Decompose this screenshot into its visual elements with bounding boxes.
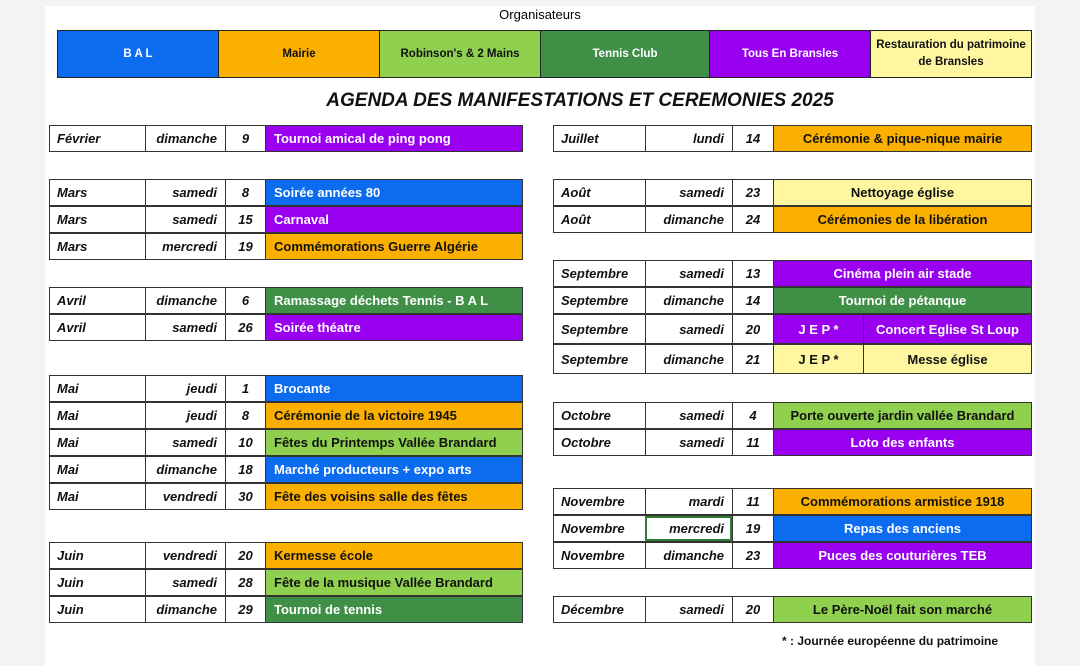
event-row [49,429,523,456]
event-row [49,206,523,233]
date-cell[interactable]: 21 [732,345,773,373]
event-cell[interactable]: Nettoyage église [773,180,1031,205]
month-cell[interactable]: Mars [57,239,88,254]
event-cell[interactable]: Le Père-Noël fait son marché [773,597,1031,622]
event-row [553,344,1032,374]
date-cell[interactable]: 6 [225,288,265,313]
event-cell[interactable]: Loto des enfants [773,430,1031,455]
month-cell[interactable]: Juin [57,602,84,617]
event-row [553,429,1032,456]
date-cell[interactable]: 14 [732,288,773,313]
event-cell[interactable]: Puces des couturières TEB [773,543,1031,568]
date-cell[interactable]: 8 [225,180,265,205]
date-cell[interactable]: 4 [732,403,773,428]
event-row [553,488,1032,515]
date-cell[interactable]: 28 [225,570,265,595]
month-cell[interactable]: Septembre [561,321,629,337]
month-cell[interactable]: Mai [57,435,79,450]
event-row [49,596,523,623]
org-restauration-patrimoine[interactable]: Restauration du patrimoine de Bransles [871,31,1031,77]
day-cell[interactable]: samedi [645,180,732,205]
date-cell[interactable]: 18 [225,457,265,482]
month-cell[interactable]: Mai [57,489,79,504]
date-cell[interactable]: 19 [732,516,773,541]
date-cell[interactable]: 14 [732,126,773,151]
page-title: AGENDA DES MANIFESTATIONS ET CEREMONIES 2025 [326,90,834,111]
date-cell[interactable]: 20 [732,597,773,622]
month-cell[interactable]: Décembre [561,602,624,617]
event-cell[interactable]: Cérémonies de la libération [773,207,1031,232]
org-tous-en-bransles[interactable]: Tous En Bransles [710,31,871,77]
event-row [553,125,1032,152]
date-cell[interactable]: 15 [225,207,265,232]
event-row [553,260,1032,287]
date-cell[interactable]: 9 [225,126,265,151]
day-cell[interactable]: samedi [645,315,732,343]
event-cell[interactable]: Repas des anciens [773,516,1031,541]
month-cell[interactable]: Juin [57,548,84,563]
month-cell[interactable]: Octobre [561,408,611,423]
date-cell[interactable]: 1 [225,376,265,401]
date-cell[interactable]: 23 [732,180,773,205]
day-cell[interactable]: samedi [645,430,732,455]
event-row [553,179,1032,206]
event-cell[interactable]: Concert Eglise St Loup [863,315,1031,343]
month-cell[interactable]: Novembre [561,521,625,536]
day-cell[interactable]: dimanche [145,126,225,151]
event-cell[interactable]: Soirée théatre [265,315,522,340]
jep-cell[interactable]: J E P * [773,345,863,373]
day-cell[interactable]: samedi [645,597,732,622]
event-row [49,233,523,260]
month-cell[interactable]: Mai [57,381,79,396]
day-cell[interactable]: samedi [645,403,732,428]
day-cell[interactable]: samedi [145,207,225,232]
date-cell[interactable]: 11 [732,430,773,455]
month-cell[interactable]: Juin [57,575,84,590]
event-row [49,287,523,314]
event-cell[interactable]: Tournoi de tennis [265,597,522,622]
date-cell[interactable]: 20 [225,543,265,568]
org-bal[interactable]: B A L [58,31,219,77]
event-cell[interactable]: Brocante [265,376,522,401]
month-cell[interactable]: Mars [57,212,88,227]
date-cell[interactable]: 29 [225,597,265,622]
month-cell[interactable]: Septembre [561,266,629,281]
event-row [49,483,523,510]
date-cell[interactable]: 8 [225,403,265,428]
date-cell[interactable]: 24 [732,207,773,232]
month-cell[interactable]: Février [57,131,101,146]
event-row [553,515,1032,542]
day-cell[interactable]: vendredi [145,484,225,509]
event-row [49,179,523,206]
org-tennis-club[interactable]: Tennis Club [541,31,710,77]
day-cell[interactable]: dimanche [145,457,225,482]
day-cell[interactable]: mercredi [645,516,732,541]
day-cell[interactable]: vendredi [145,543,225,568]
event-row [49,375,523,402]
event-cell[interactable]: Marché producteurs + expo arts [265,457,522,482]
day-cell[interactable]: jeudi [145,376,225,401]
organisateurs-label: Organisateurs [499,7,581,22]
event-cell[interactable]: Cérémonie & pique-nique mairie [773,126,1031,151]
event-row [49,542,523,569]
event-row [49,125,523,152]
month-cell[interactable]: Août [561,212,591,227]
day-cell[interactable]: dimanche [645,207,732,232]
month-cell[interactable]: Novembre [561,548,625,563]
day-cell[interactable]: samedi [145,315,225,340]
month-cell[interactable]: Avril [57,320,86,335]
month-cell[interactable]: Avril [57,293,86,308]
event-cell[interactable]: Fête des voisins salle des fêtes [265,484,522,509]
event-row [553,596,1032,623]
day-cell[interactable]: jeudi [145,403,225,428]
date-cell[interactable]: 26 [225,315,265,340]
event-cell[interactable]: Tournoi de pétanque [773,288,1031,313]
month-cell[interactable]: Novembre [561,494,625,509]
day-cell[interactable]: samedi [145,180,225,205]
agenda-sheet [45,6,1035,666]
event-row [49,314,523,341]
day-cell[interactable]: samedi [645,261,732,286]
organisateurs-legend [57,30,1032,78]
month-cell[interactable]: Mai [57,408,79,423]
day-cell[interactable]: mercredi [145,234,225,259]
event-row [553,287,1032,314]
event-cell[interactable]: Carnaval [265,207,522,232]
day-cell[interactable]: dimanche [645,543,732,568]
org-mairie[interactable]: Mairie [219,31,380,77]
day-cell[interactable]: mardi [645,489,732,514]
day-cell[interactable]: dimanche [145,288,225,313]
day-cell[interactable]: lundi [645,126,732,151]
date-cell[interactable]: 20 [732,315,773,343]
day-cell[interactable]: samedi [145,570,225,595]
org-robinsons[interactable]: Robinson's & 2 Mains [380,31,541,77]
event-cell[interactable]: Fêtes du Printemps Vallée Brandard [265,430,522,455]
event-row [553,314,1032,344]
month-cell[interactable]: Mars [57,185,88,200]
event-cell[interactable]: Fête de la musique Vallée Brandard [265,570,522,595]
month-cell[interactable]: Septembre [561,293,629,308]
month-cell[interactable]: Juillet [561,131,599,146]
day-cell[interactable]: dimanche [645,288,732,313]
event-cell[interactable]: Porte ouverte jardin vallée Brandard [773,403,1031,428]
date-cell[interactable]: 11 [732,489,773,514]
event-cell[interactable]: Commémorations armistice 1918 [773,489,1031,514]
event-cell[interactable]: Commémorations Guerre Algérie [265,234,522,259]
date-cell[interactable]: 19 [225,234,265,259]
month-cell[interactable]: Août [561,185,591,200]
date-cell[interactable]: 10 [225,430,265,455]
date-cell[interactable]: 13 [732,261,773,286]
date-cell[interactable]: 23 [732,543,773,568]
event-cell[interactable]: Soirée années 80 [265,180,522,205]
event-row [553,402,1032,429]
month-cell[interactable]: Septembre [561,351,629,367]
event-cell[interactable]: Kermesse école [265,543,522,568]
event-cell[interactable]: Messe église [863,345,1031,373]
event-row [553,542,1032,569]
day-cell[interactable]: dimanche [145,597,225,622]
event-row [49,456,523,483]
event-row [49,402,523,429]
event-row [49,569,523,596]
month-cell[interactable]: Mai [57,462,79,477]
event-cell[interactable]: Ramassage déchets Tennis - B A L [265,288,522,313]
date-cell[interactable]: 30 [225,484,265,509]
footnote: * : Journée européenne du patrimoine [782,634,999,648]
day-cell[interactable]: dimanche [645,345,732,373]
event-cell[interactable]: Cinéma plein air stade [773,261,1031,286]
month-cell[interactable]: Octobre [561,435,611,450]
event-cell[interactable]: Cérémonie de la victoire 1945 [265,403,522,428]
jep-cell[interactable]: J E P * [773,315,863,343]
event-cell[interactable]: Tournoi amical de ping pong [265,126,522,151]
event-row [553,206,1032,233]
day-cell[interactable]: samedi [145,430,225,455]
